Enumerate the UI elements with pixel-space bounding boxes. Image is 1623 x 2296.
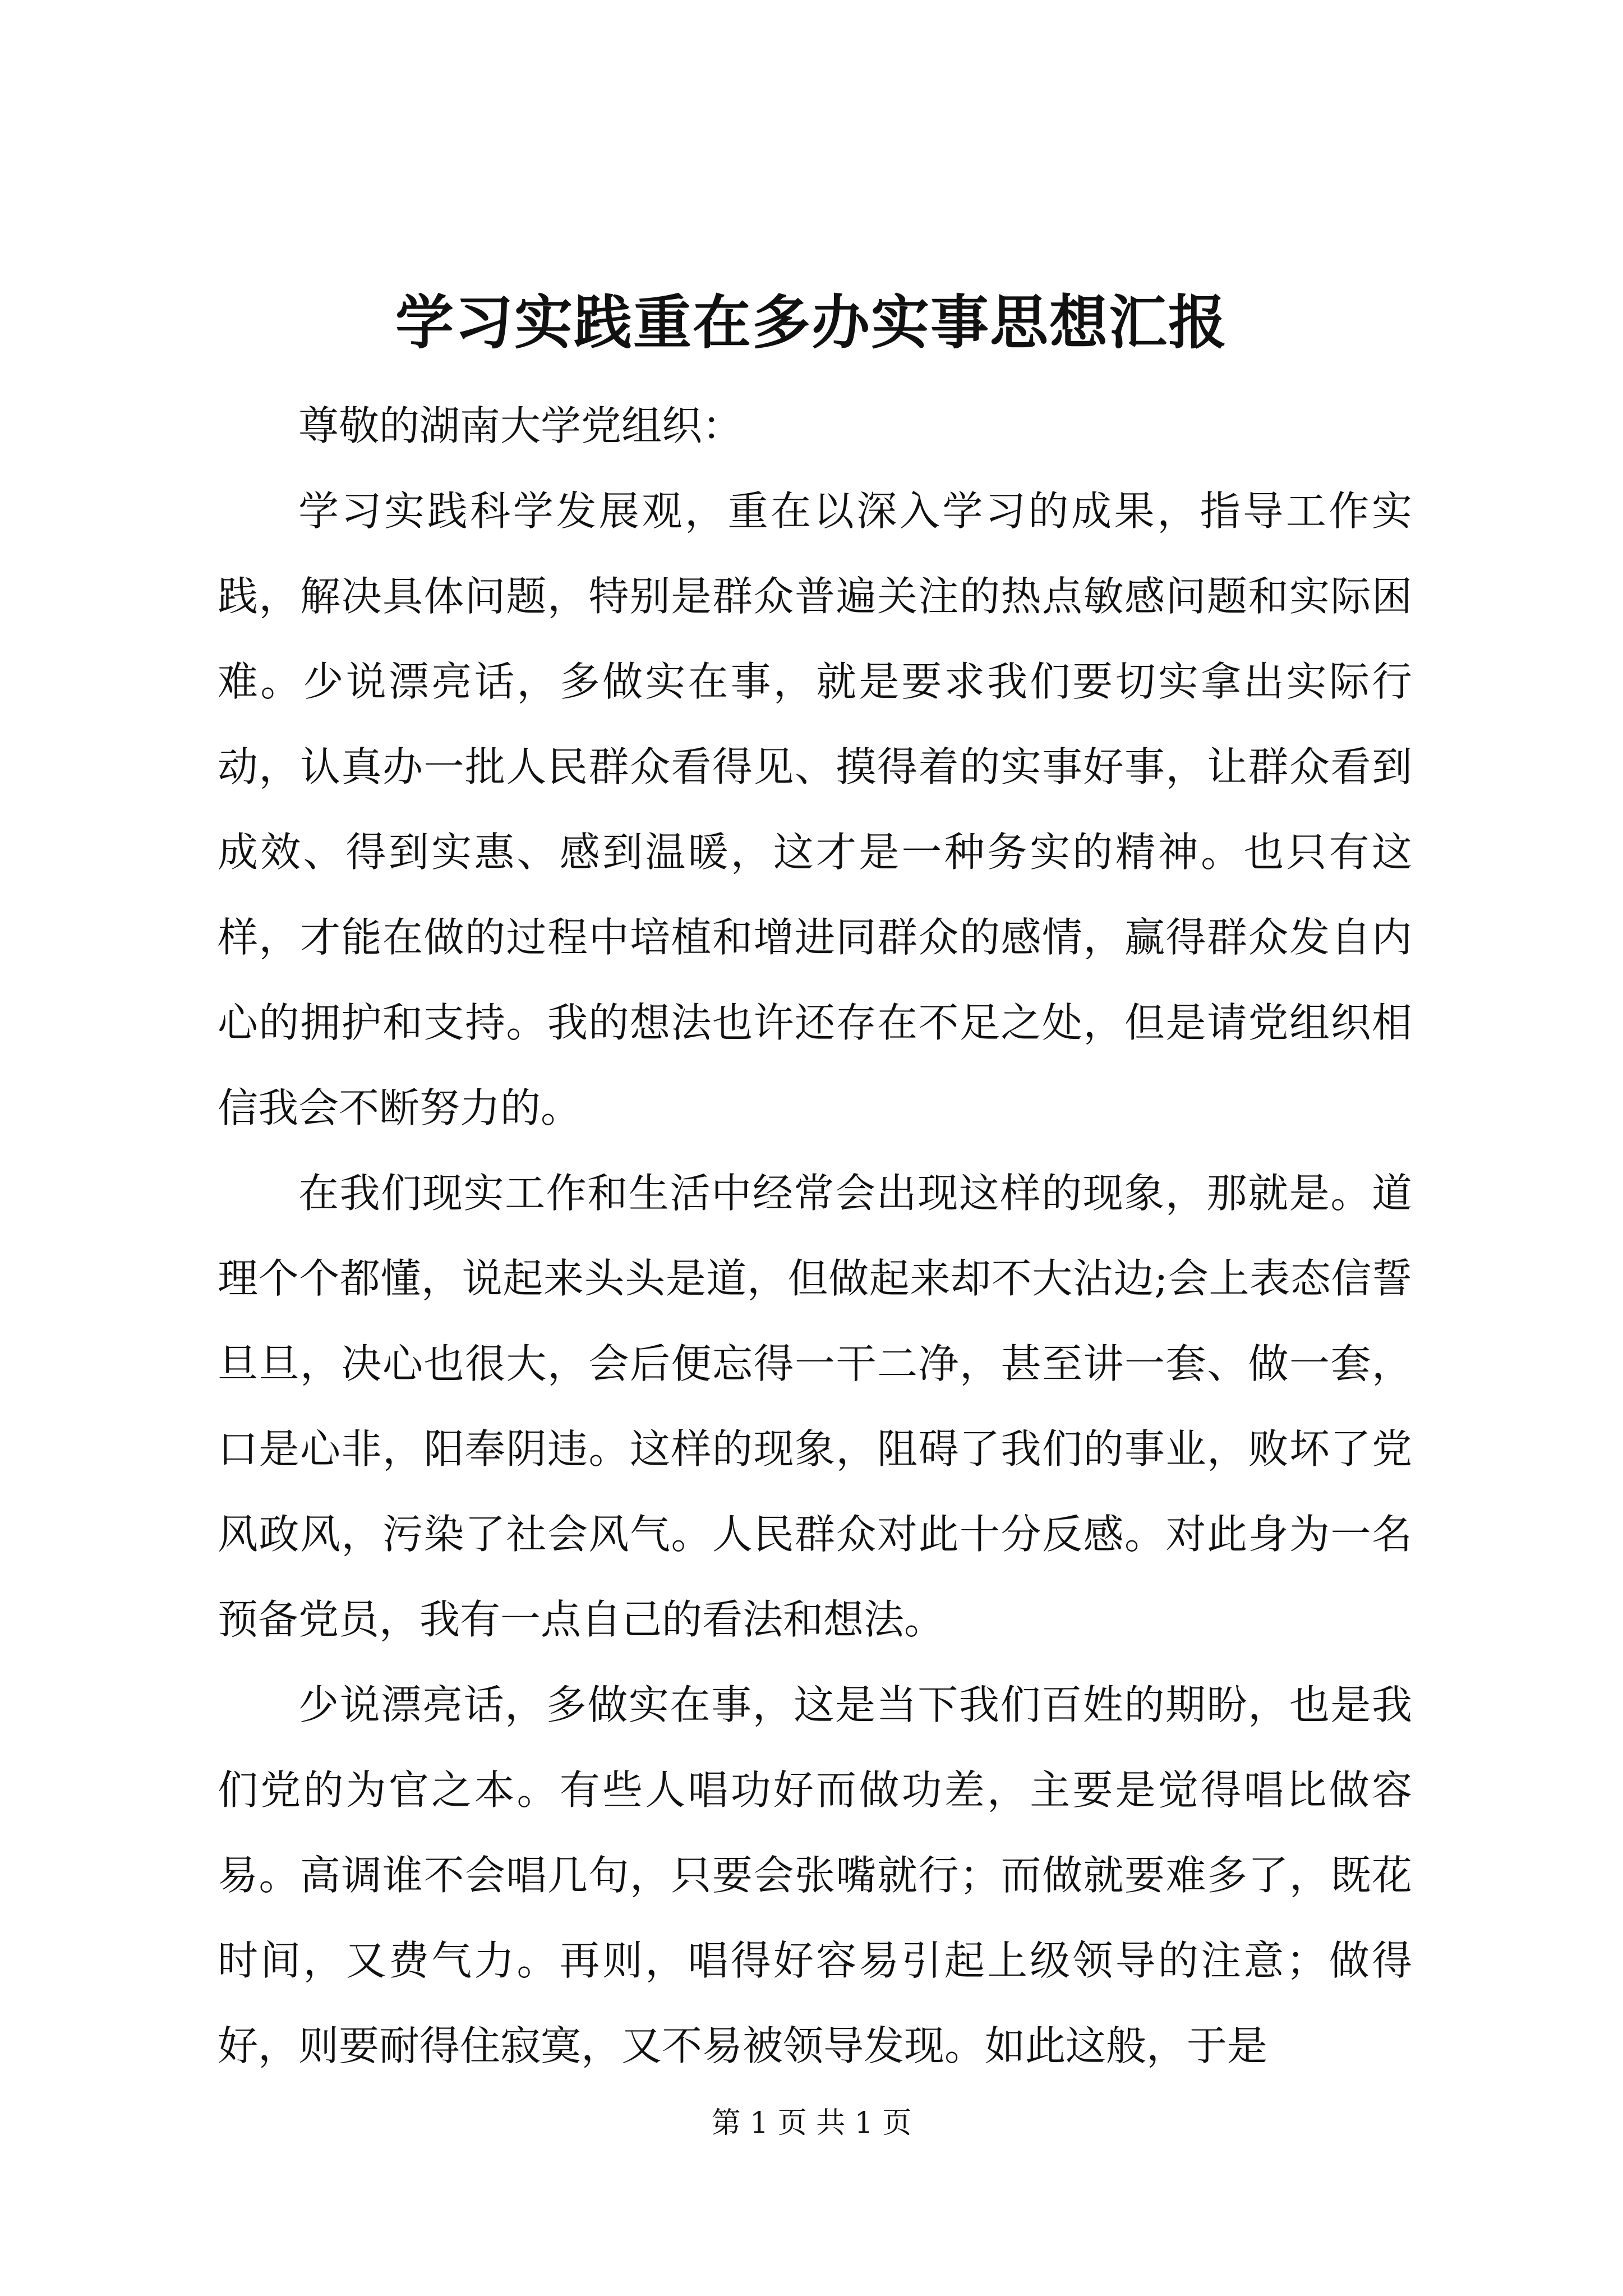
page-footer: 第 1 页 共 1 页 (711, 2106, 912, 2140)
salutation: 尊敬的湖南大学党组织： (298, 402, 743, 449)
body-paragraph-1: 学习实践科学发展观，重在以深入学习的成果，指导工作实践，解决具体问题，特别是群众普遍关注的热点敏感问题和实际困难。少说漂亮话，多做实在事，就是要求我们要切实拿出实际行动，认真办一批人民群众看得见、摸得着的实事好事，让群众看到成效、得到实惠、感到温暖，这才是一种务实的精神。也只有这样，才能在做的过程中培植和增进同群众的感情，赢得群众发自内心的拥护和支持。我的想法也许还存在不足之处，但是请党组织相信我会不断努力的。 (218, 487, 1412, 1131)
document-body (218, 383, 1412, 2088)
document-title: 学习实践重在多办实事思想汇报 (395, 288, 1228, 357)
body-paragraph-3: 少说漂亮话，多做实在事，这是当下我们百姓的期盼，也是我们党的为官之本。有些人唱功好而做功差，主要是觉得唱比做容易。高调谁不会唱几句，只要会张嘴就行；而做就要难多了，既花时间，又费气力。再则，唱得好容易引起上级领导的注意；做得好，则要耐得住寂寞，又不易被领导发现。如此这般，于是 (218, 1681, 1412, 2069)
body-paragraph-2: 在我们现实工作和生活中经常会出现这样的现象，那就是。道理个个都懂，说起来头头是道，但做起来却不大沾边;会上表态信誓旦旦，决心也很大，会后便忘得一干二净，甚至讲一套、做一套，口是心非，阳奉阴违。这样的现象，阻碍了我们的事业，败坏了党风政风，污染了社会风气。人民群众对此十分反感。对此身为一名预备党员，我有一点自己的看法和想法。 (218, 1170, 1412, 1643)
